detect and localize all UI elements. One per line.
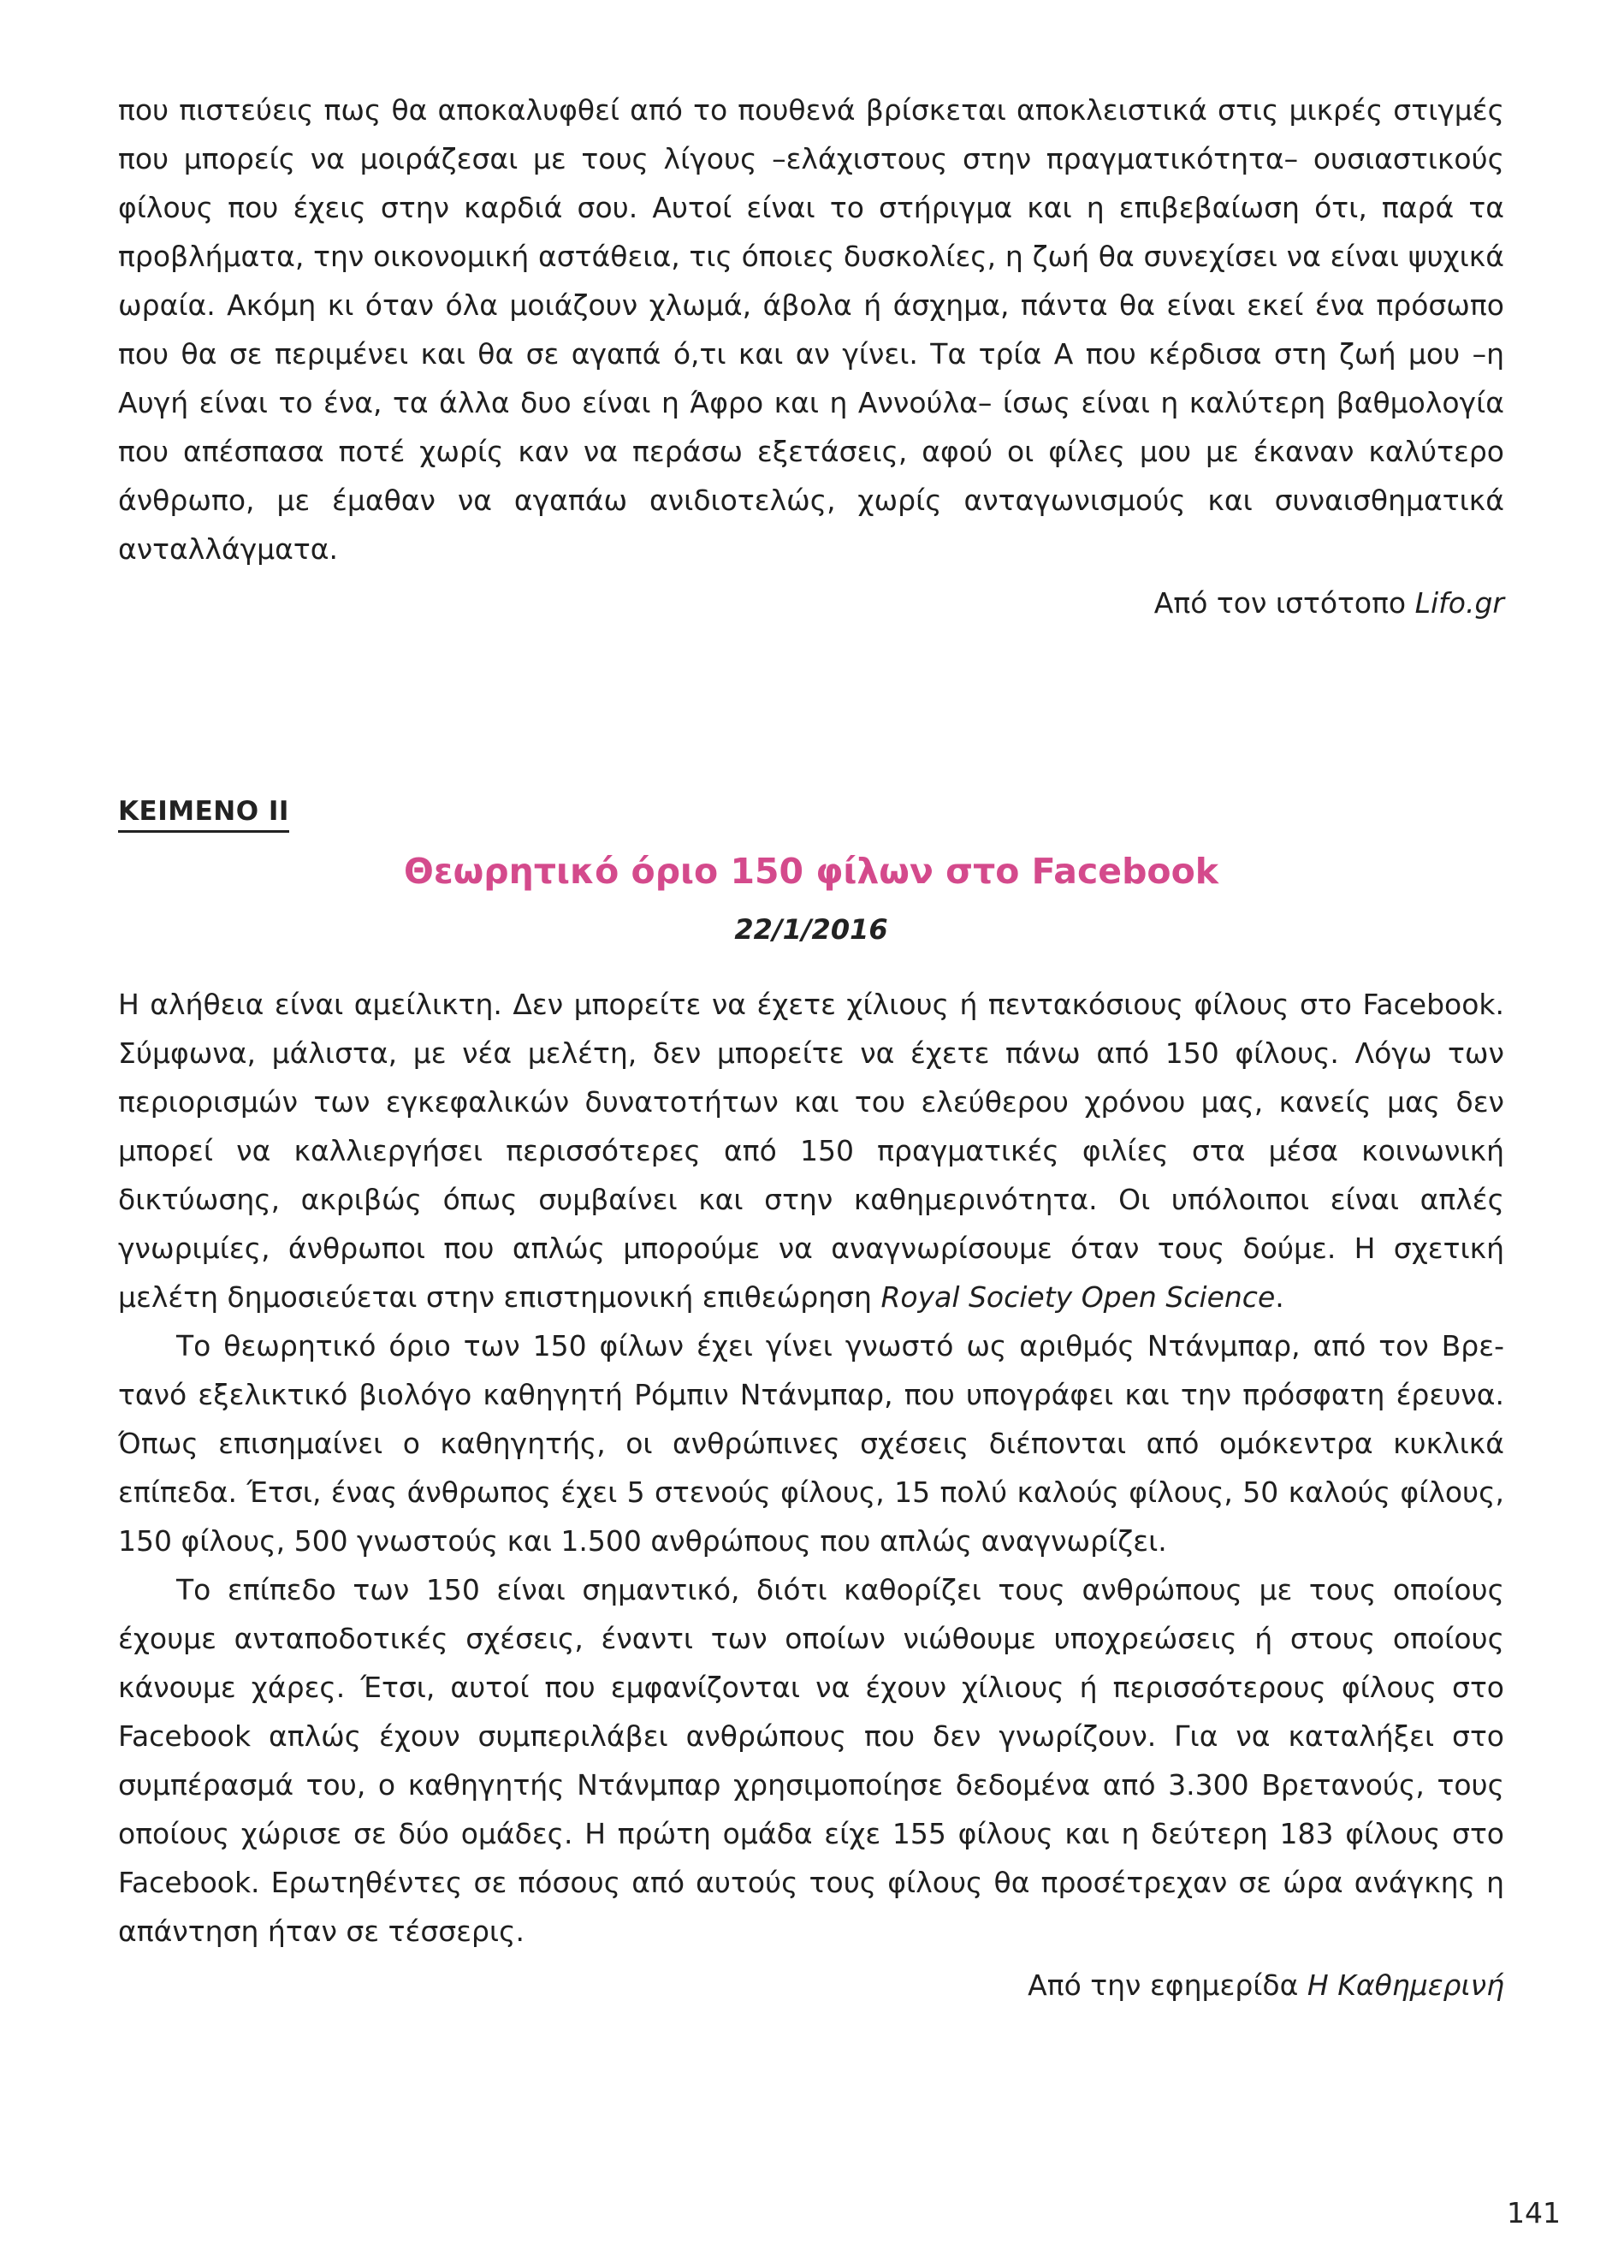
journal-name: Royal Society Open Science [880,1280,1276,1314]
text2-paragraph-1-body: Η αλήθεια είναι αμείλικτη. Δεν μπορείτε να έχετε χίλιους ή πεντακόσιους φίλους στο Facebook. Σύμφωνα, μάλιστα, με νέα μελέτη, δεν μπορείτε να έχετε πάνω από 150 φίλους. Λόγω των περιορισμών των εγκεφαλικών δυνατοτήτων και του ελεύθερου χρόνου μας, κανείς μας δεν μπορεί να καλλιεργήσει περισσότερες από 150 πραγματικές φιλίες στα μέσα κοινωνική δικτύωσης, ακριβώς όπως συμβαίνει και στην καθημερινότητα. Οι υπόλοιποι είναι απλές γνωριμίες, άνθρωποι που απλώς μπορούμε να αναγνωρίσουμε όταν τους δούμε. Η σχετική μελέτη δημοσιεύεται στην επιστημονική επιθεώρηση [118,988,1504,1314]
text1-source-prefix: Από τον ιστότοπο [1153,586,1407,620]
text1-paragraph: που πιστεύεις πως θα αποκαλυφθεί από το πουθενά βρίσκεται αποκλειστικά στις μικρές στιγμές που μπορείς να μοιράζεσαι με τους λίγους –ελάχιστους στην πραγματικότητα– ουσιαστικούς φίλους που έχεις στην καρδιά σου. Αυτοί είναι το στήριγμα και η επιβεβαίωση ότι, παρά τα προβλήματα, την οικονομική αστάθεια, τις όποιες δυσκολίες, η ζωή θα συνεχίσει να είναι ψυχικά ωραία. Ακόμη κι όταν όλα μοιάζουν χλωμά, άβολα ή άσχημα, πάντα θα είναι εκεί ένα πρόσωπο που θα σε περιμένει και θα σε αγαπά ό,τι και αν γίνει. Τα τρία Α που κέρδισα στη ζωή μου –η Αυγή είναι το ένα, τα άλλα δυο είναι η Άφρο και η Αννούλα– ίσως είναι η καλύτερη βαθμολογία που απέσπασα ποτέ χωρίς καν να περάσω εξετάσεις, αφού οι φίλες μου με έκαναν καλύτερο άνθρωπο, με έμαθαν να αγαπάω ανιδιοτελώς, χωρίς ανταγωνισμούς και συναισθηματικά ανταλλάγματα. [118,93,1504,566]
article-date: 22/1/2016 [734,913,888,946]
text2-paragraph-2: Το θεωρητικό όριο των 150 φίλων έχει γίνει γνωστό ως αριθμός Ντάνμπαρ, από τον Βρετανό εξελικτικό βιολόγο καθηγητή Ρόμπιν Ντάνμπαρ, που υπογράφει και την πρόσφατη έρευνα. Όπως επισημαίνει ο καθηγητής, οι ανθρώπινες σχέσεις διέπονται από ομόκεντρα κυκλικά επίπεδα. Έτσι, ένας άνθρωπος έχει 5 στενούς φίλους, 15 πολύ καλούς φίλους, 50 καλούς φίλους, 150 φίλους, 500 γνωστούς και 1.500 ανθρώπους που απλώς αναγνωρίζει. [118,1329,1504,1558]
text2-source-prefix: Από την εφημερίδα [1028,1968,1299,2002]
page-number: 141 [1507,2196,1561,2229]
text1-source-name: Lifo.gr [1414,586,1504,620]
text1-source [118,579,1504,627]
text2-paragraph-3: Το επίπεδο των 150 είναι σημαντικό, διότι καθορίζει τους ανθρώπους με τους οποίους έχουμε ανταποδοτικές σχέσεις, έναντι των οποίων νιώθουμε υποχρεώσεις ή στους οποίους κάνουμε χάρες. Έτσι, αυτοί που εμφανίζονται να έχουν χίλιους ή περισσότερους φίλους στο Facebook απλώς έχουν συμπεριλάβει ανθρώπους που δεν γνωρίζουν. Για να καταλήξει στο συμπέρασμά του, ο καθηγητής Ντάνμπαρ χρησιμοποίησε δεδομένα από 3.300 Βρετανούς, τους οποίους χώρισε σε δύο ομάδες. Η πρώτη ομάδα είχε 155 φίλους και η δεύτερη 183 φίλους στο Facebook. Ερωτηθέντες σε πόσους από αυτούς τους φίλους θα προσέτρεχαν σε ώρα ανάγκης η απάντηση ήταν σε τέσσερις. [118,1573,1504,1948]
text1-block [118,86,1504,627]
text2-paragraph-1-end: . [1275,1280,1284,1314]
text2-block [118,980,1504,2010]
article-title: Θεωρητικό όριο 150 φίλων στο Facebook [403,851,1219,892]
text2-paragraph-1 [118,980,1504,1321]
text2-source [118,1961,1504,2010]
text2-source-name: Η Καθημερινή [1307,1968,1504,2002]
section-label: ΚΕΙΜΕΝΟ ΙΙ [118,794,289,833]
